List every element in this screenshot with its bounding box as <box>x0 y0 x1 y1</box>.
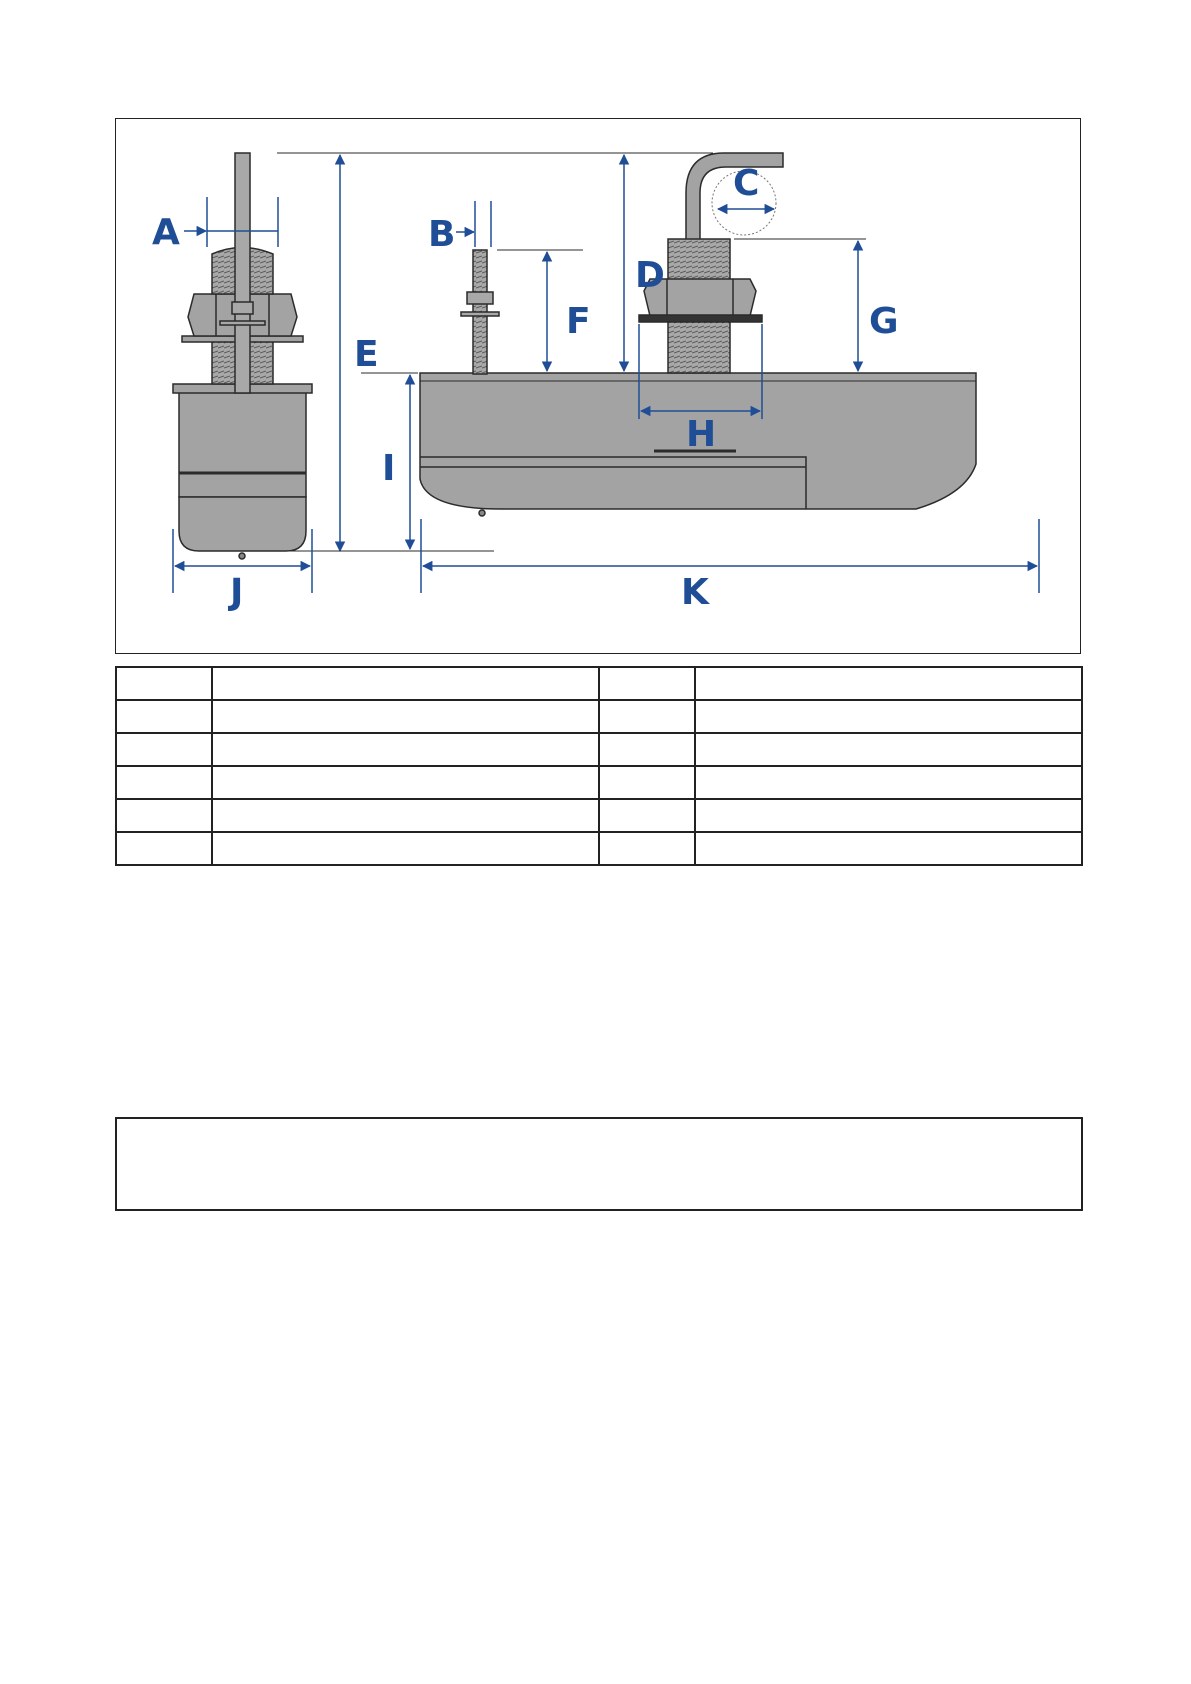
table-cell <box>599 700 695 733</box>
table-cell <box>695 700 1082 733</box>
table-cell <box>599 832 695 865</box>
end-view-housing <box>179 392 306 497</box>
end-view-rod <box>235 153 250 393</box>
side-view-washer <box>639 315 762 322</box>
transducer-dimension-diagram <box>116 119 1080 653</box>
table-cell <box>599 766 695 799</box>
table-row <box>116 733 1082 766</box>
dimension-label-j: J <box>230 572 244 613</box>
dimension-diagram-frame <box>115 118 1081 654</box>
dimension-label-c: C <box>733 163 760 204</box>
table-row <box>116 700 1082 733</box>
table-row <box>116 799 1082 832</box>
dimension-label-k: K <box>681 572 709 613</box>
dimension-label-h: H <box>686 414 717 455</box>
table-cell <box>116 799 212 832</box>
dimension-label-d: D <box>635 255 665 296</box>
table-cell <box>212 799 599 832</box>
table-cell <box>212 766 599 799</box>
table-cell <box>212 667 599 700</box>
table-cell <box>212 700 599 733</box>
table-cell <box>599 799 695 832</box>
dimension-label-i: I <box>382 448 396 489</box>
table-cell <box>695 832 1082 865</box>
table-row <box>116 832 1082 865</box>
table-cell <box>695 733 1082 766</box>
table-cell <box>116 700 212 733</box>
end-view-transducer <box>173 153 312 559</box>
table-cell <box>695 799 1082 832</box>
table-cell <box>599 733 695 766</box>
table-cell <box>116 832 212 865</box>
dimension-label-f: F <box>566 301 591 342</box>
dimension-label-b: B <box>428 214 456 255</box>
table-row <box>116 766 1082 799</box>
end-view-bottom <box>179 497 306 551</box>
table-cell <box>116 733 212 766</box>
table-cell <box>599 667 695 700</box>
table-cell <box>116 766 212 799</box>
dimension-spec-table <box>115 666 1083 866</box>
note-box <box>115 1117 1083 1211</box>
dimension-label-e: E <box>354 334 379 375</box>
table-cell <box>212 733 599 766</box>
table-cell <box>695 667 1082 700</box>
dimension-label-a: A <box>152 212 180 253</box>
table-cell <box>212 832 599 865</box>
table-row <box>116 667 1082 700</box>
dimension-label-g: G <box>869 301 899 342</box>
table-cell <box>695 766 1082 799</box>
table-cell <box>116 667 212 700</box>
